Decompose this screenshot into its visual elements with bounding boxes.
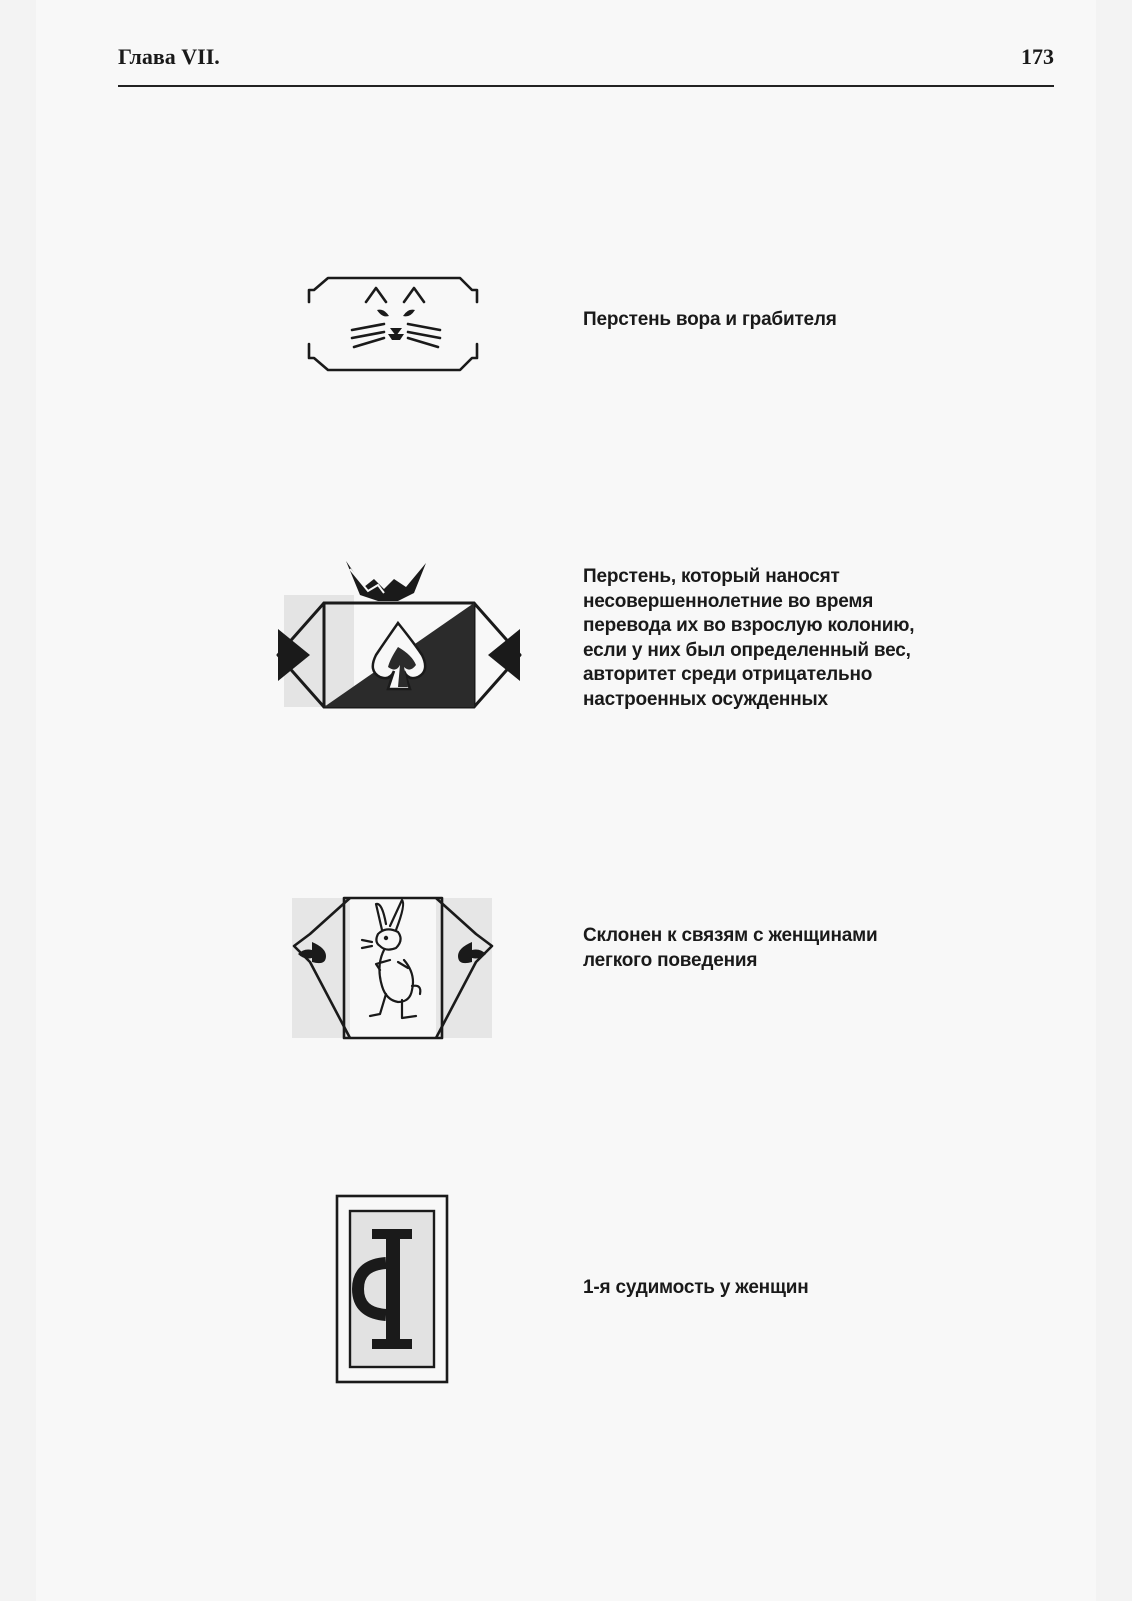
rabbit-ring-icon xyxy=(286,890,500,1042)
page-number: 173 xyxy=(1021,44,1054,69)
caption-rabbit-ring: Склонен к связям с женщинами легкого поведения xyxy=(583,925,878,971)
cyrillic-letter-ring-icon xyxy=(334,1193,450,1385)
document-page xyxy=(36,0,1096,1601)
header-divider xyxy=(118,85,1054,87)
chapter-title: Глава VII. xyxy=(118,44,220,69)
caption-first-conviction: 1-я судимость у женщин xyxy=(583,1277,809,1298)
spade-crown-ring-icon xyxy=(276,555,522,749)
cat-face-ring-icon xyxy=(300,272,490,380)
caption-thief-ring: Перстень вора и грабителя xyxy=(583,309,837,330)
caption-juvenile-ring: Перстень, который наносят несовершеннолетние во время перевода их во взрослую колонию, если у них был определенный вес, авторитет среди отрицательно настроенных осужденных xyxy=(583,566,915,710)
